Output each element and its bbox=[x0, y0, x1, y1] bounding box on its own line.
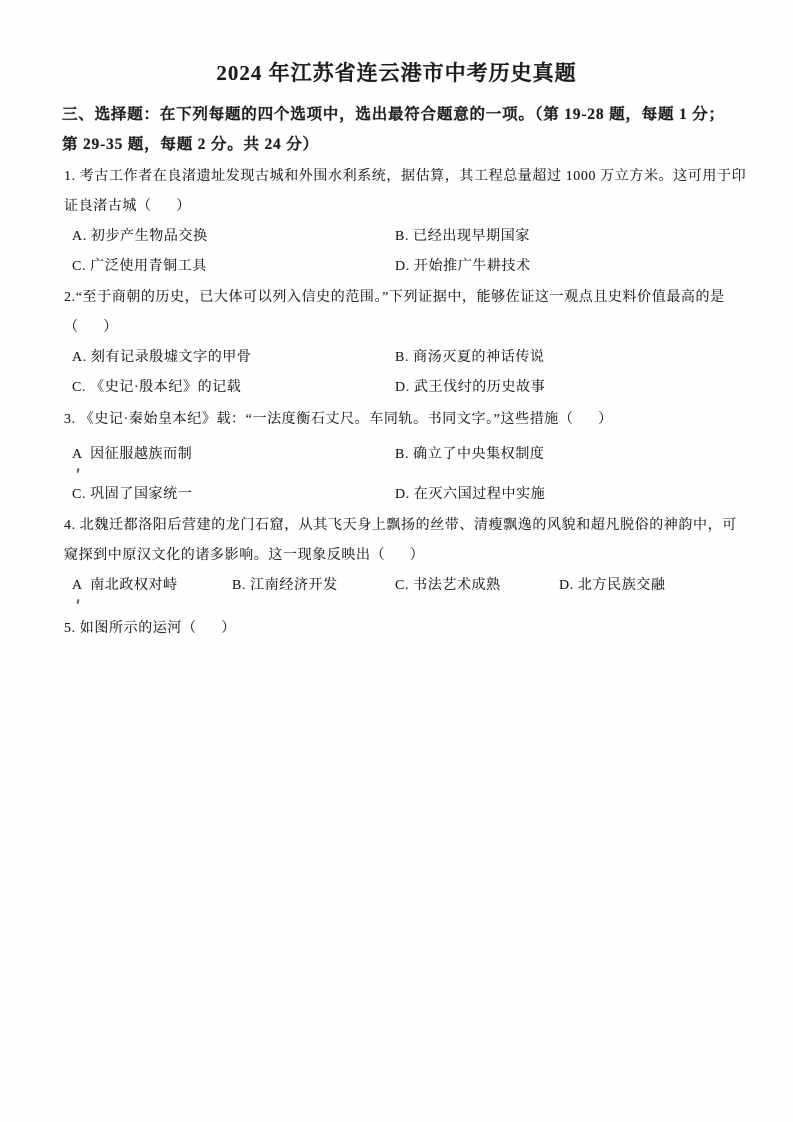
question-2-options-row-1 bbox=[0, 347, 793, 369]
question-3-line-1: 3. 《史记·秦始皇本纪》载：“一法度衡石丈尺。车同轨。书同文字。”这些措施（ ） bbox=[64, 412, 613, 427]
question-3-option-b: B. 确立了中央集权制度 bbox=[395, 447, 545, 462]
question-2-option-c: C. 《史记·殷本纪》的记载 bbox=[72, 380, 242, 395]
question-2-option-a: A. 刻有记录殷墟文字的甲骨 bbox=[72, 350, 252, 365]
question-3-option-d: D. 在灭六国过程中实施 bbox=[395, 487, 546, 502]
question-1-option-a: A. 初步产生物品交换 bbox=[72, 229, 208, 244]
question-4-option-a: A 南北政权对峙 bbox=[72, 578, 178, 593]
question-4-line-1: 4. 北魏迁都洛阳后营建的龙门石窟，从其飞天身上飘扬的丝带、清瘦飘逸的风貌和超凡脱俗的神韵中，可 bbox=[64, 518, 737, 533]
question-2-options-row-2 bbox=[0, 377, 793, 399]
question-3-options-row-2 bbox=[0, 484, 793, 506]
question-3-option-c: C. 巩固了国家统一 bbox=[72, 487, 193, 502]
question-2-line-2: （ ） bbox=[64, 320, 118, 335]
question-1-line-2: 证良渚古城（ ） bbox=[64, 199, 191, 214]
section-header-line-1: 三、选择题：在下列每题的四个选项中，选出最符合题意的一项。（第 19-28 题，每题 1 分； bbox=[62, 106, 725, 123]
question-3-option-a: A 因征服越族而制 bbox=[72, 447, 193, 462]
scan-artifact-dot-2 bbox=[76, 599, 79, 604]
question-1-option-c: C. 广泛使用青铜工具 bbox=[72, 259, 207, 274]
question-4-option-c: C. 书法艺术成熟 bbox=[395, 578, 501, 593]
scan-artifact-dot-1 bbox=[76, 468, 79, 473]
question-4-options-row bbox=[0, 575, 793, 597]
question-1-option-d: D. 开始推广牛耕技术 bbox=[395, 259, 531, 274]
section-header-line-2: 第 29-35 题，每题 2 分。共 24 分） bbox=[62, 136, 319, 153]
question-2-line-1: 2.“至于商朝的历史，已大体可以列入信史的范围。”下列证据中，能够佐证这一观点且史料价值最高的是 bbox=[64, 290, 725, 305]
question-1-option-b: B. 已经出现早期国家 bbox=[395, 229, 530, 244]
question-1-options-row-2 bbox=[0, 256, 793, 278]
question-3-options-row-1 bbox=[0, 444, 793, 466]
document-title: 2024 年江苏省连云港市中考历史真题 bbox=[216, 61, 577, 85]
question-4-option-b: B. 江南经济开发 bbox=[232, 578, 338, 593]
question-4-option-d: D. 北方民族交融 bbox=[559, 578, 666, 593]
question-2-option-b: B. 商汤灭夏的神话传说 bbox=[395, 350, 545, 365]
question-1-line-1: 1. 考古工作者在良渚遗址发现古城和外围水利系统，据估算，其工程总量超过 1000 万立方米。这可用于印 bbox=[64, 169, 747, 184]
question-5-line-1: 5. 如图所示的运河（ ） bbox=[64, 621, 236, 636]
question-1-options-row-1 bbox=[0, 226, 793, 248]
question-2-option-d: D. 武王伐纣的历史故事 bbox=[395, 380, 546, 395]
question-4-line-2: 窥探到中原汉文化的诸多影响。这一现象反映出（ ） bbox=[64, 548, 425, 563]
